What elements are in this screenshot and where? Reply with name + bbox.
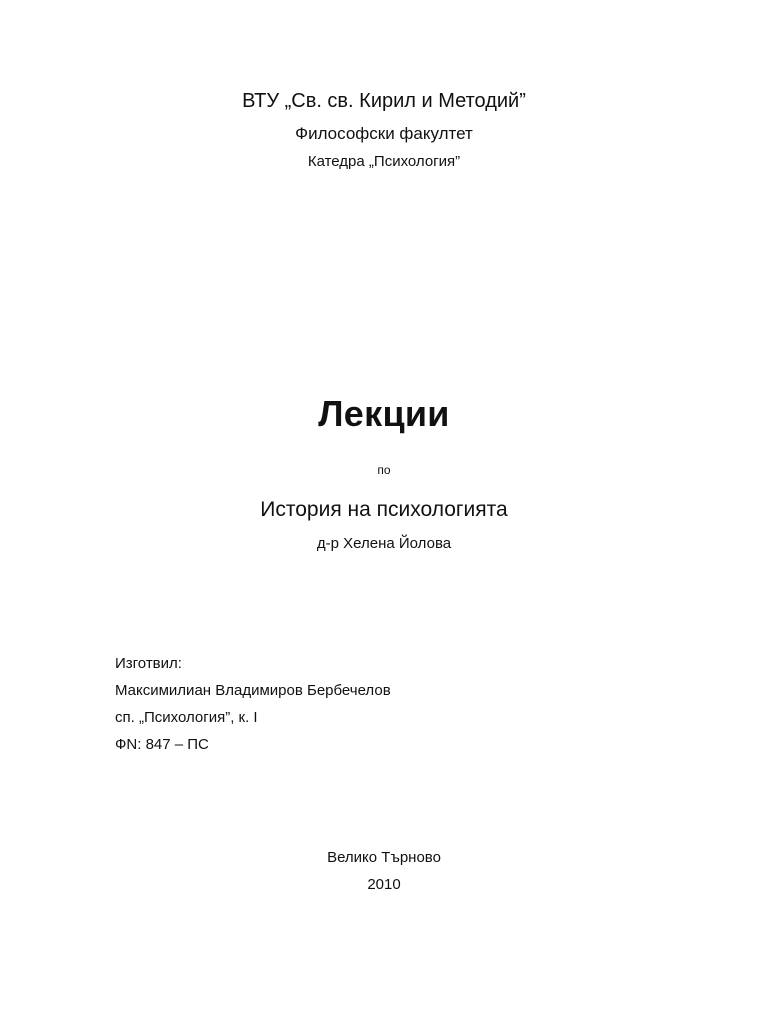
year: 2010	[367, 876, 401, 893]
author-label: Изготвил:	[115, 655, 182, 672]
author-program: сп. „Психология”, к. I	[115, 709, 258, 726]
lecturer-name: д-р Хелена Йолова	[316, 535, 452, 552]
department-name: Катедра „Психология”	[307, 153, 461, 170]
author-name: Максимилиан Владимиров Бербечелов	[115, 682, 391, 699]
faculty-name: Философски факултет	[295, 124, 473, 143]
course-subject: История на психологията	[260, 498, 508, 521]
city: Велико Търново	[327, 849, 441, 866]
author-faculty-number: ФN: 847 – ПС	[115, 736, 209, 753]
author-block	[115, 650, 391, 758]
document-title: Лекции	[318, 393, 450, 434]
title-connector: по	[377, 463, 391, 477]
university-name: ВТУ „Св. св. Кирил и Методий”	[242, 90, 526, 112]
